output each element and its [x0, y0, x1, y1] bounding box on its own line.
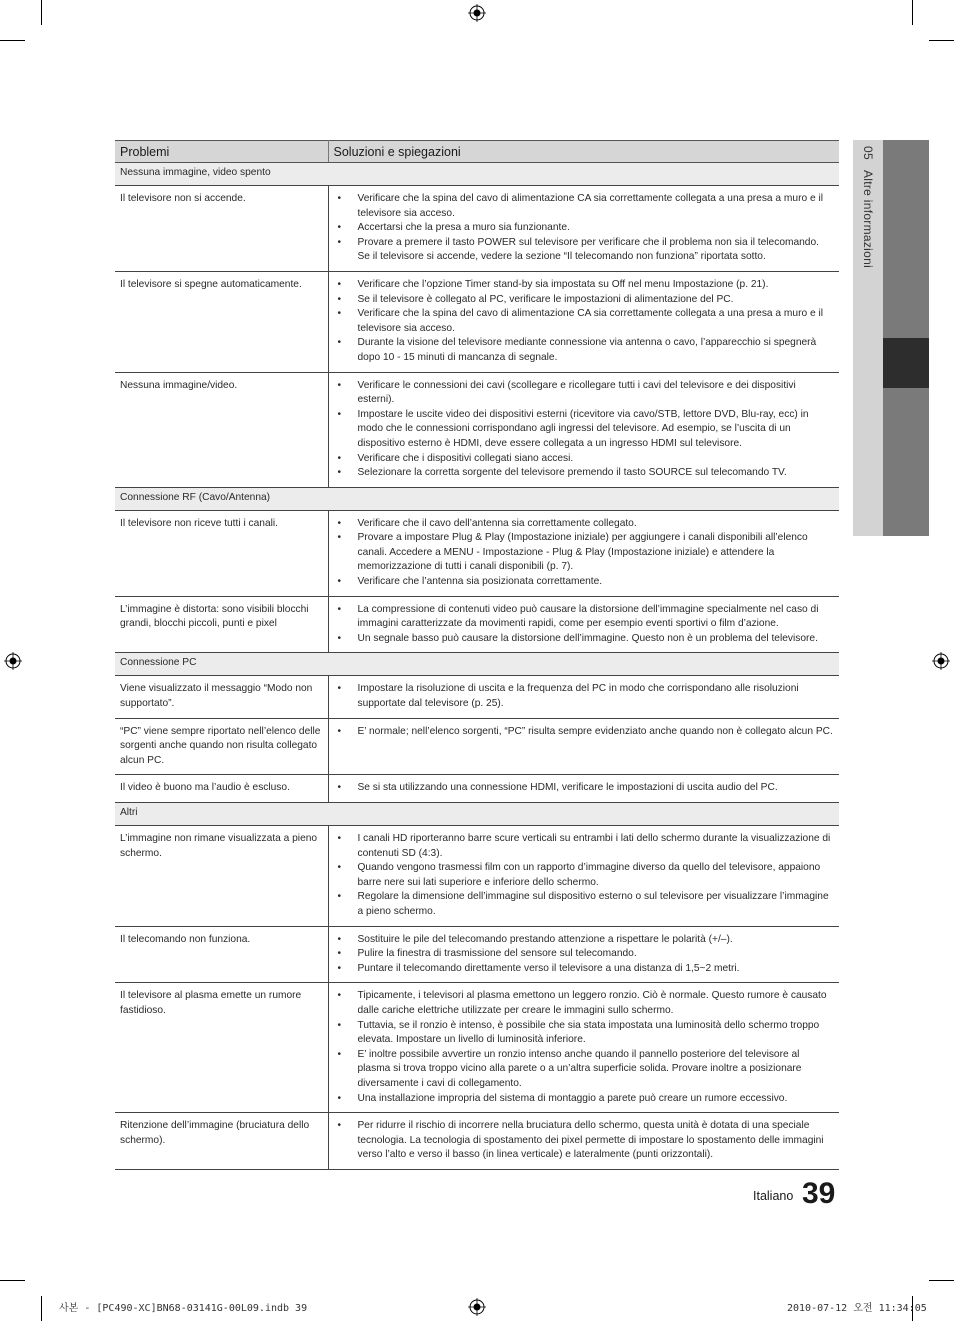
registration-mark-icon: [4, 652, 22, 670]
troubleshooting-table: [115, 140, 839, 1170]
section-row: [115, 803, 839, 826]
problem-cell: Il televisore al plasma emette un rumore fastidioso.: [115, 983, 328, 1113]
solution-cell: [328, 826, 839, 927]
list-item: • Verificare le connessioni dei cavi (scollegare e ricollegare tutti i cavi del televisore e dei dispositivi esterni).: [358, 379, 835, 408]
table-row: [115, 775, 839, 803]
list-item: • Regolare la dimensione dell’immagine sul dispositivo esterno o sul televisore per visualizzare l’immagine a pieno schermo.: [358, 890, 835, 919]
problem-cell: Il televisore non riceve tutti i canali.: [115, 510, 328, 596]
list-item: • Sostituire le pile del telecomando prestando attenzione a rispettare le polarità (+/–).: [358, 933, 835, 948]
solution-list: [334, 603, 835, 647]
solution-list: [334, 517, 835, 590]
solution-list: [334, 832, 835, 920]
list-item: • Provare a impostare Plug & Play (Impostazione iniziale) per aggiungere i canali disponibili all’elenco canali. Accedere a MENU - Impostazione - Plug & Play (Impostazione iniziale) e attendere la memorizzazione di tutti i canali disponibili (p. 7).: [358, 531, 835, 575]
list-item: • Accertarsi che la presa a muro sia funzionante.: [358, 221, 835, 236]
list-item: • Tuttavia, se il ronzio è intenso, è possibile che sia stata impostata una luminosità dello schermo troppo elevata. Impostare un livello di luminosità inferiore.: [358, 1019, 835, 1048]
solution-list: [334, 1119, 835, 1163]
section-row: [115, 163, 839, 186]
solution-cell: [328, 186, 839, 272]
list-item: • La compressione di contenuti video può causare la distorsione dell’immagine specialmente nel caso di immagini caratterizzate da movimenti rapidi, come per esempio eventi sportivi o film d’azione.: [358, 603, 835, 632]
solution-cell: [328, 775, 839, 803]
list-item: • I canali HD riporteranno barre scure verticali su entrambi i lati dello schermo durante la visualizzazione di contenuti SD (4:3).: [358, 832, 835, 861]
problem-cell: Il telecomando non funziona.: [115, 926, 328, 983]
list-item: • Durante la visione del televisore mediante connessione via antenna o cavo, l’apparecchio si spegnerà dopo 10 - 15 minuti di mancanza di segnale.: [358, 336, 835, 365]
table-row: [115, 676, 839, 718]
table-row: [115, 372, 839, 487]
table-row: [115, 1113, 839, 1170]
solution-cell: [328, 596, 839, 653]
table-row: [115, 718, 839, 775]
solution-cell: [328, 926, 839, 983]
list-item: • Verificare che la spina del cavo di alimentazione CA sia correttamente collegata a una presa a muro e il televisore sia acceso.: [358, 192, 835, 221]
table-row: [115, 186, 839, 272]
problem-cell: Il video è buono ma l’audio è escluso.: [115, 775, 328, 803]
solution-cell: [328, 983, 839, 1113]
list-item: • Selezionare la corretta sorgente del televisore premendo il tasto SOURCE sul telecomando TV.: [358, 466, 835, 481]
list-item: • Quando vengono trasmessi film con un rapporto d’immagine diverso da quello del televisore, appaiono barre nere sui lati superiore e inferiore dello schermo.: [358, 861, 835, 890]
registration-mark-icon: [468, 1298, 486, 1316]
list-item: • Pulire la finestra di trasmissione del sensore sul telecomando.: [358, 947, 835, 962]
table-row: [115, 510, 839, 596]
list-item: • Puntare il telecomando direttamente verso il televisore a una distanza di 1,5~2 metri.: [358, 962, 835, 977]
problem-cell: Il televisore si spegne automaticamente.: [115, 271, 328, 372]
solution-cell: [328, 372, 839, 487]
list-item: • Verificare che i dispositivi collegati siano accesi.: [358, 452, 835, 467]
problem-cell: L’immagine non rimane visualizzata a pieno schermo.: [115, 826, 328, 927]
list-item: • E’ normale; nell’elenco sorgenti, “PC” risulta sempre evidenziato anche quando non è collegato alcun PC.: [358, 725, 835, 740]
crop-mark: [929, 1280, 954, 1281]
list-item: • Una installazione impropria del sistema di montaggio a parete può creare un rumore eccessivo.: [358, 1092, 835, 1107]
table-row: [115, 596, 839, 653]
list-item: • Se il televisore è collegato al PC, verificare le impostazioni di alimentazione del PC.: [358, 293, 835, 308]
chapter-label: [861, 146, 875, 268]
solution-list: [334, 933, 835, 977]
list-item: • Provare a premere il tasto POWER sul televisore per verificare che il problema non sia il telecomando. Se il televisore si accende, vedere la sezione “Il telecomando non funziona” riportata sotto.: [358, 236, 835, 265]
problem-cell: Viene visualizzato il messaggio “Modo non supportato”.: [115, 676, 328, 718]
table-body: [115, 163, 839, 1170]
list-item: • Impostare le uscite video dei dispositivi esterni (ricevitore via cavo/STB, lettore DVD, Blu-ray, ecc) in modo che le connessioni corrispondano agli ingressi del televisore. Ad esempio, se l’uscita di un dispositivo esterno è HDMI, deve essere collegata a un ingresso HDMI sul televisore.: [358, 408, 835, 452]
list-item: • Impostare la risoluzione di uscita e la frequenza del PC in modo che corrispondano alle risoluzioni supportate dal televisore (p. 25).: [358, 682, 835, 711]
solution-list: [334, 192, 835, 265]
problem-cell: Nessuna immagine/video.: [115, 372, 328, 487]
list-item: • Un segnale basso può causare la distorsione dell’immagine. Questo non è un problema del televisore.: [358, 632, 835, 647]
solution-cell: [328, 1113, 839, 1170]
print-info-right: 2010-07-12 오전 11:34:05: [787, 1303, 927, 1314]
crop-mark: [912, 0, 913, 25]
section-title: Connessione RF (Cavo/Antenna): [115, 487, 839, 510]
section-title: Altri: [115, 803, 839, 826]
table-row: [115, 926, 839, 983]
crop-mark: [0, 40, 25, 41]
header-problems: Problemi: [115, 141, 328, 163]
solution-cell: [328, 676, 839, 718]
solution-list: [334, 781, 835, 796]
problem-cell: L’immagine è distorta: sono visibili blocchi grandi, blocchi piccoli, punti e pixel: [115, 596, 328, 653]
solution-cell: [328, 510, 839, 596]
problem-cell: Il televisore non si accende.: [115, 186, 328, 272]
crop-mark: [41, 1296, 42, 1321]
crop-mark: [41, 0, 42, 25]
header-solutions: Soluzioni e spiegazioni: [328, 141, 839, 163]
section-title: Nessuna immagine, video spento: [115, 163, 839, 186]
solution-list: [334, 278, 835, 366]
solution-cell: [328, 718, 839, 775]
table-row: [115, 983, 839, 1113]
chapter-number: 05: [861, 146, 875, 160]
print-info-left: 사본 - [PC490-XC]BN68-03141G-00L09.indb 39: [59, 1303, 308, 1314]
list-item: • E’ inoltre possibile avvertire un ronzio intenso anche quando il pannello posteriore del televisore al plasma si trova troppo vicino alla parete o a un’altra superficie solida. Provare inoltre a posizionare diversamente i cavi di collegamento.: [358, 1048, 835, 1092]
table-header-row: [115, 141, 839, 163]
list-item: • Tipicamente, i televisori al plasma emettono un leggero ronzio. Ciò è normale. Questo rumore è causato dalle cariche elettriche utilizzate per creare le immagini sullo schermo.: [358, 989, 835, 1018]
table-row: [115, 271, 839, 372]
list-item: • Per ridurre il rischio di incorrere nella bruciatura dello schermo, questa unità è dotata di una speciale tecnologia. La tecnologia di spostamento dei pixel permette di impostare lo spostamento delle immagini verso l’alto e verso il basso (in linea verticale) e lateralmente (punti orizzontali).: [358, 1119, 835, 1163]
solution-list: [334, 725, 835, 740]
crop-mark: [929, 40, 954, 41]
page-number: 39: [802, 1177, 836, 1210]
table-row: [115, 826, 839, 927]
page-language: Italiano: [753, 1189, 794, 1203]
problem-cell: Ritenzione dell’immagine (bruciatura dello schermo).: [115, 1113, 328, 1170]
chapter-title: Altre informazioni: [861, 169, 875, 269]
registration-mark-icon: [468, 4, 486, 22]
list-item: • Verificare che la spina del cavo di alimentazione CA sia correttamente collegata a una presa a muro e il televisore sia acceso.: [358, 307, 835, 336]
solution-list: [334, 989, 835, 1106]
chapter-tab-marker: [883, 338, 929, 388]
section-row: [115, 487, 839, 510]
list-item: • Se si sta utilizzando una connessione HDMI, verificare le impostazioni di uscita audio del PC.: [358, 781, 835, 796]
registration-mark-icon: [932, 652, 950, 670]
solution-list: [334, 379, 835, 481]
problem-cell: “PC” viene sempre riportato nell’elenco delle sorgenti anche quando non risulta collegato alcun PC.: [115, 718, 328, 775]
section-title: Connessione PC: [115, 653, 839, 676]
crop-mark: [0, 1280, 25, 1281]
solution-cell: [328, 271, 839, 372]
list-item: • Verificare che l’opzione Timer stand-by sia impostata su Off nel menu Impostazione (p. 21).: [358, 278, 835, 293]
solution-list: [334, 682, 835, 711]
list-item: • Verificare che il cavo dell’antenna sia correttamente collegato.: [358, 517, 835, 532]
section-row: [115, 653, 839, 676]
list-item: • Verificare che l’antenna sia posizionata correttamente.: [358, 575, 835, 590]
